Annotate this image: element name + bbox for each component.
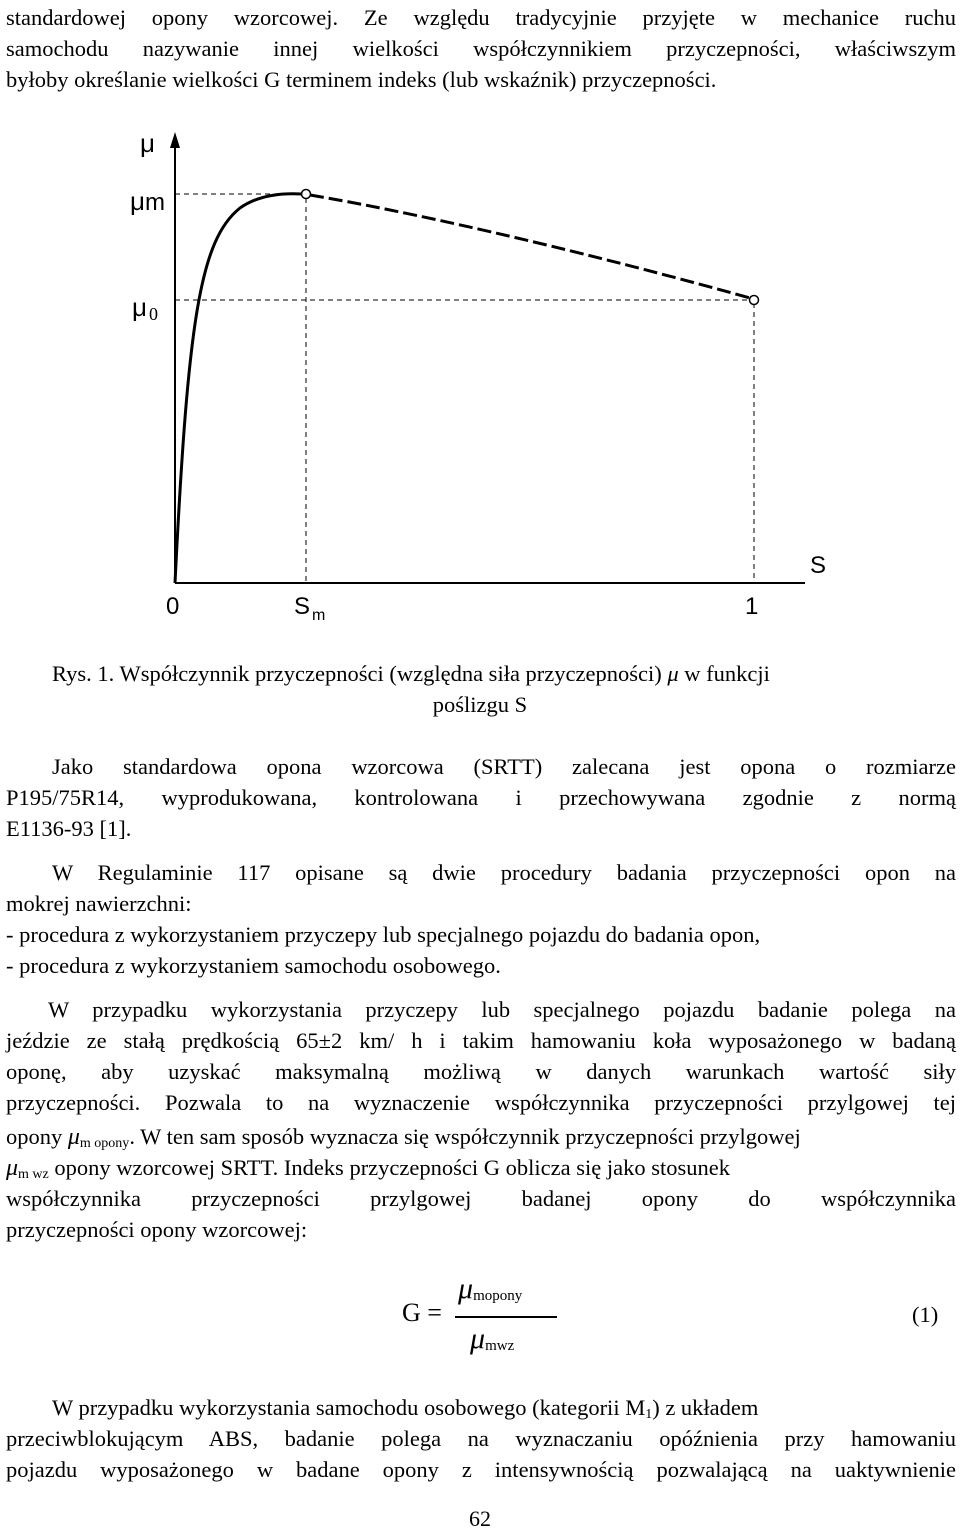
category-subscript: 1 [645, 1407, 653, 1422]
figure-caption-line2: poślizgu S [432, 692, 528, 717]
paragraph-line: $\mu_{m wz}$ opony wzorcowej SRTT. Indeks przyczepności G oblicza się jako stosunek [6, 1155, 730, 1182]
full-slip-marker [750, 296, 759, 305]
list-item: - procedura z wykorzystaniem przyczepy lub specjalnego pojazdu do badania opon, [6, 922, 761, 947]
mu-symbol: μ [6, 1155, 19, 1181]
mu-m-sub: m [144, 189, 165, 216]
equation-numerator: $\mu_{mopony}$ [458, 1272, 523, 1305]
paragraph-line: samochodu nazywanie innej wielkości współczynnikiem przyczepności, właściwszym [6, 36, 956, 61]
paragraph-line: przyczepności. Pozwala to na wyznaczenie współczynnika przyczepności przylgowej tej [6, 1090, 956, 1115]
paragraph-line: byłoby określanie wielkości G terminem indeks (lub wskaźnik) przyczepności. [6, 67, 717, 92]
paragraph-line: P195/75R14, wyprodukowana, kontrolowana i przechowywana zgodnie z normą [6, 785, 956, 810]
mu-slip-chart [0, 0, 960, 650]
fraction-bar [455, 1316, 557, 1318]
peak-marker [302, 190, 311, 199]
list-item: - procedura z wykorzystaniem samochodu osobowego. [6, 953, 501, 978]
paragraph-line: przeciwblokującym ABS, badanie polega na wyznaczaniu opóźnienia przy hamowaniu [6, 1426, 956, 1451]
paragraph-line: W przypadku wykorzystania przyczepy lub specjalnego pojazdu badanie polega na [48, 997, 956, 1022]
y-axis-arrow [170, 132, 180, 148]
mu-subscript: m wz [18, 1167, 49, 1182]
mu-m-tick-label: μm [130, 186, 165, 216]
equation-lhs: G = [402, 1298, 442, 1327]
paragraph-line: opony $\mu_{m opony}$. W ten sam sposób wyznacza się współczynnik przyczepności przylgowej [6, 1124, 801, 1151]
equation-denominator: $\mu_{mwz}$ [470, 1322, 515, 1355]
paragraph-line: pojazdu wyposażonego w badane opony z intensywnością pozwalającą na uaktywnienie [6, 1457, 956, 1482]
mu-0-tick-label: μ 0 [132, 292, 158, 324]
mu-subscript: m opony [79, 1136, 130, 1151]
sm-sub: m [312, 607, 326, 624]
paragraph-line: E1136-93 [1]. [6, 816, 132, 841]
mu-0-sub: 0 [148, 304, 158, 324]
y-axis-label: μ [140, 128, 155, 158]
curve-falling-dashed [310, 195, 750, 298]
figure-caption: Rys. 1. Współczynnik przyczepności (względna siła przyczepności) μ w funkcji [52, 661, 770, 686]
mu-symbol: μ [67, 1124, 80, 1150]
x-tick-1: 1 [745, 593, 759, 620]
paragraph-line: standardowej opony wzorcowej. Ze względu tradycyjnie przyjęte w mechanice ruchu [6, 5, 956, 30]
paragraph-line: jeździe ze stałą prędkością 65±2 km/ h i takim hamowaniu koła wyposażonego w badaną [6, 1028, 956, 1053]
paragraph-line: Jako standardowa opona wzorcowa (SRTT) zalecana jest opona o rozmiarze [52, 754, 956, 779]
equation-number: (1) [912, 1302, 939, 1327]
paragraph-line: W przypadku wykorzystania samochodu osobowego (kategorii $M_1$) z układem [52, 1395, 759, 1422]
curve-rising-solid [175, 194, 302, 583]
caption-mu: μ [667, 661, 679, 686]
page-number: 62 [469, 1506, 491, 1531]
paragraph-line: mokrej nawierzchni: [6, 891, 192, 916]
x-tick-sm: S $_m$ [294, 593, 326, 624]
paragraph-line: współczynnika przyczepności przylgowej badanej opony do współczynnika [6, 1186, 956, 1211]
paragraph-line: oponę, aby uzyskać maksymalną możliwą w danych warunkach wartość siły [6, 1059, 956, 1084]
paragraph-line: W Regulaminie 117 opisane są dwie procedury badania przyczepności opon na [52, 860, 956, 885]
x-axis-label: S [810, 552, 827, 579]
paragraph-line: przyczepności opony wzorcowej: [6, 1217, 308, 1242]
x-tick-0: 0 [166, 593, 180, 620]
